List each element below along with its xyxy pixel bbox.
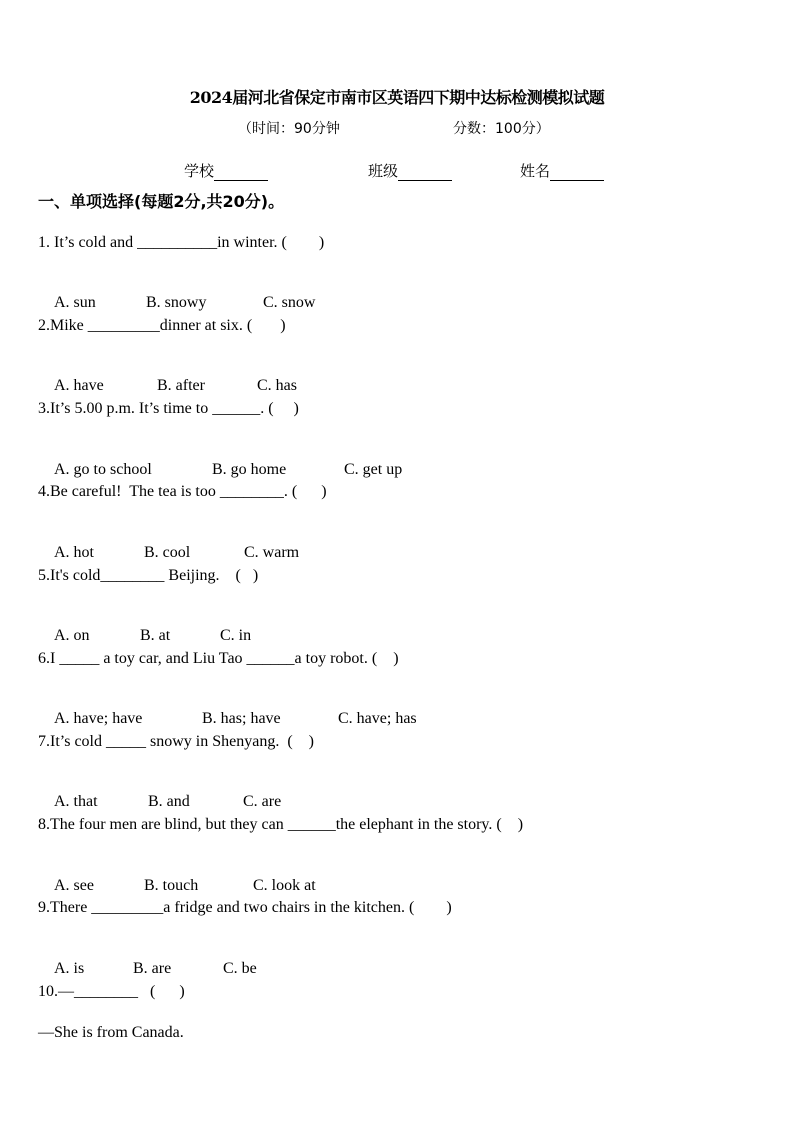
option-b: B. go home (212, 461, 287, 478)
option-c: C. snow (263, 294, 316, 311)
class-label: 班级 (368, 162, 399, 180)
option-a: A. have; have (54, 710, 143, 727)
option-c: C. get up (344, 461, 403, 478)
option-c: C. warm (244, 544, 300, 561)
school-field (184, 160, 268, 181)
option-b: B. are (133, 960, 172, 977)
exam-score: 分数：100分） (453, 121, 550, 137)
option-b: B. touch (144, 877, 199, 894)
question-1: 1. It’s cold and __________in winter. ( ) (38, 234, 325, 251)
class-blank (398, 166, 452, 181)
option-c: C. in (220, 627, 252, 644)
question-10-answer: —She is from Canada. (38, 1024, 184, 1041)
page-title: 2024届河北省保定市南市区英语四下期中达标检测模拟试题 (189, 88, 605, 107)
question-9: 9.There _________a fridge and two chairs in the kitchen. ( ) (38, 899, 452, 916)
option-c: C. be (223, 960, 257, 977)
question-3: 3.It’s 5.00 p.m. It’s time to ______. ( ) (38, 400, 299, 417)
option-a: A. go to school (54, 461, 152, 478)
exam-time: （时间：90分钟 (238, 121, 340, 137)
question-2: 2.Mike _________dinner at six. ( ) (38, 317, 286, 334)
option-b: B. cool (144, 544, 191, 561)
option-c: C. are (243, 793, 282, 810)
option-a: A. see (54, 877, 94, 894)
name-field (520, 160, 604, 181)
option-a: A. that (54, 793, 98, 810)
question-7: 7.It’s cold _____ snowy in Shenyang. ( ) (38, 733, 314, 750)
option-a: A. sun (54, 294, 96, 311)
option-b: B. has; have (202, 710, 281, 727)
option-c: C. has (257, 377, 297, 394)
question-10: 10.—________ ( ) (38, 983, 185, 1000)
option-c: C. look at (253, 877, 316, 894)
option-a: A. on (54, 627, 90, 644)
section-title: 一、单项选择(每题2分,共20分)。 (38, 192, 285, 211)
name-blank (550, 166, 604, 181)
question-5: 5.It's cold________ Beijing. ( ) (38, 567, 259, 584)
option-b: B. snowy (146, 294, 207, 311)
option-a: A. hot (54, 544, 94, 561)
question-6: 6.I _____ a toy car, and Liu Tao ______a toy robot. ( ) (38, 650, 399, 667)
option-b: B. at (140, 627, 171, 644)
option-a: A. is (54, 960, 85, 977)
school-blank (214, 166, 268, 181)
name-label: 姓名 (520, 162, 551, 180)
question-4: 4.Be careful! The tea is too ________. ( ) (38, 483, 327, 500)
class-field (368, 160, 452, 181)
option-b: B. and (148, 793, 190, 810)
school-label: 学校 (184, 162, 215, 180)
option-c: C. have; has (338, 710, 417, 727)
question-8: 8.The four men are blind, but they can ______the elephant in the story. ( ) (38, 816, 524, 833)
option-a: A. have (54, 377, 104, 394)
option-b: B. after (157, 377, 205, 394)
